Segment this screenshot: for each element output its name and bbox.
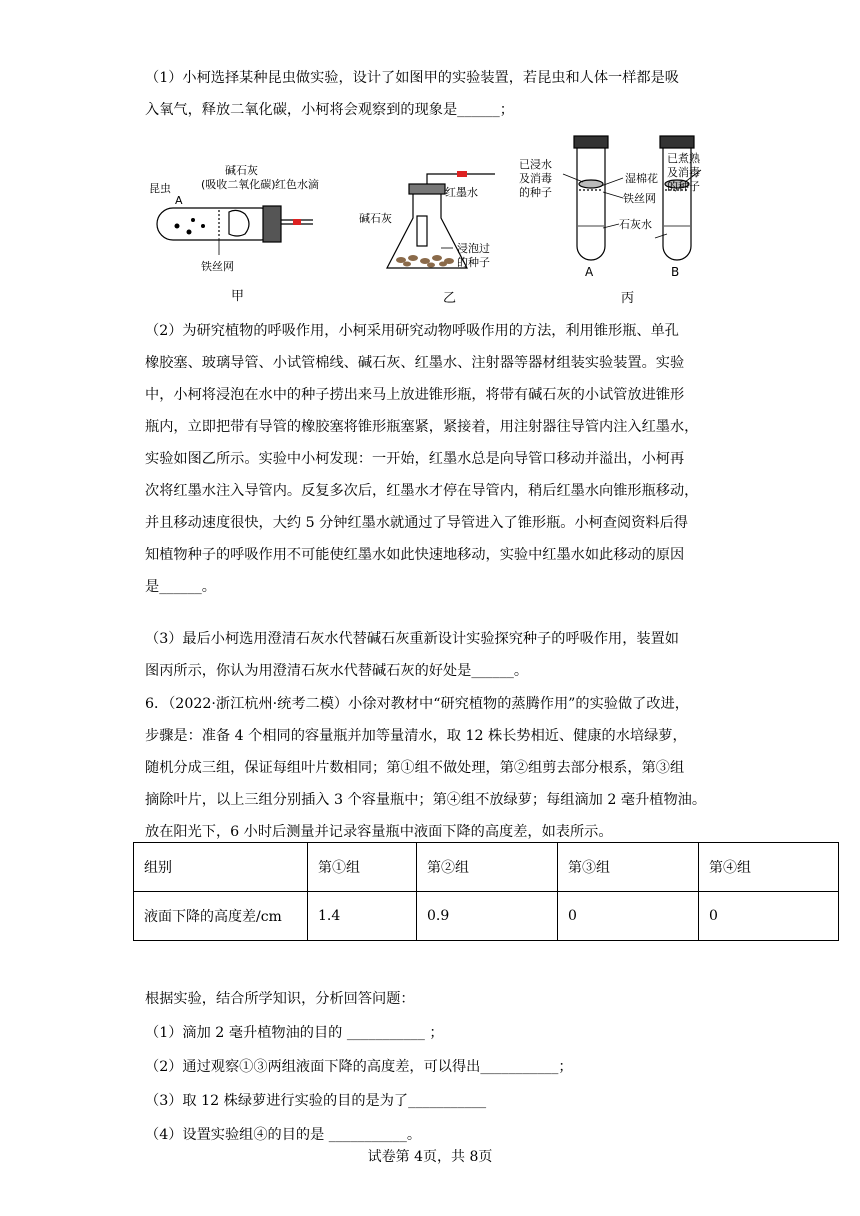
question-2-line: 知植物种子的呼吸作用不可能使红墨水如此快速地移动，实验中红墨水如此移动的原因 bbox=[145, 547, 685, 563]
question-1-line: （1）小柯选择某种昆虫做实验，设计了如图甲的实验装置，若昆虫和人体一样都是吸 bbox=[145, 70, 679, 86]
label-lime-water: 石灰水 bbox=[619, 218, 652, 231]
red-ink bbox=[457, 171, 467, 177]
label-soda-lime-note: (吸收二氧化碳) bbox=[201, 178, 276, 191]
insects bbox=[175, 218, 206, 235]
label-soaked-seed-1: 浸泡过 bbox=[457, 242, 490, 255]
results-table bbox=[133, 842, 839, 941]
question-6-line: 放在阳光下，6 小时后测量并记录容量瓶中液面下降的高度差，如表所示。 bbox=[145, 824, 613, 840]
label-soda-lime-yi: 碱石灰 bbox=[359, 212, 392, 225]
page-footer: 试卷第 4页，共 8页 bbox=[367, 1149, 493, 1165]
label-soda-lime-jia: 碱石灰 bbox=[225, 164, 258, 177]
sub-question-line: （3）取 12 株绿萝进行实验的目的是为了___________ bbox=[145, 1093, 487, 1109]
question-2-line: （2）为研究植物的呼吸作用，小柯采用研究动物呼吸作用的方法，利用锥形瓶、单孔 bbox=[145, 323, 679, 339]
question-2 bbox=[145, 315, 725, 603]
question-2-line: 是______。 bbox=[145, 579, 216, 595]
test-tube-a bbox=[577, 144, 605, 260]
sub-question-line: （1）滴加 2 毫升植物油的目的 ___________ ； bbox=[145, 1025, 444, 1041]
question-2-line: 橡胶塞、玻璃导管、小试管棉线、碱石灰、红墨水、注射器等器材组装实验装置。实验 bbox=[145, 355, 685, 371]
label-insect: 昆虫 bbox=[149, 182, 171, 195]
stopper-a bbox=[574, 136, 608, 148]
figure-jia bbox=[157, 206, 313, 255]
wet-cotton-a bbox=[579, 180, 603, 188]
table-cell: 1.4 bbox=[308, 892, 417, 941]
table-header-cell: 第④组 bbox=[699, 843, 839, 892]
table-cell: 0 bbox=[699, 892, 839, 941]
label-right-seed-2: 及消毒 bbox=[667, 166, 700, 179]
seeds bbox=[396, 255, 454, 268]
question-3-line: （3）最后小柯选用澄清石灰水代替碱石灰重新设计实验探究种子的呼吸作用，装置如 bbox=[145, 631, 679, 647]
table-cell: 0.9 bbox=[417, 892, 558, 941]
table-row-label: 液面下降的高度差/cm bbox=[134, 892, 308, 941]
question-2-line: 中，小柯将浸泡在水中的种子捞出来马上放进锥形瓶，将带有碱石灰的小试管放进锥形 bbox=[145, 387, 685, 403]
experiment-figures bbox=[145, 130, 705, 315]
table-header-cell: 组别 bbox=[134, 843, 308, 892]
question-1-line: 入氧气，释放二氧化碳，小柯将会观察到的现象是______； bbox=[145, 102, 514, 118]
label-tube-a: A bbox=[585, 265, 594, 279]
apparatus-diagrams bbox=[145, 130, 705, 315]
question-1 bbox=[145, 62, 725, 126]
question-3 bbox=[145, 623, 725, 687]
question-2-line: 实验如图乙所示。实验中小柯发现：一开始，红墨水总是向导管口移动并溢出，小柯再 bbox=[145, 451, 685, 467]
question-2-line: 次将红墨水注入导管内。反复多次后，红墨水才停在导管内，稍后红墨水向锥形瓶移动， bbox=[145, 483, 699, 499]
label-left-seed-1: 已浸水 bbox=[519, 158, 552, 171]
question-6-line: 摘除叶片，以上三组分别插入 3 个容量瓶中；第④组不放绿萝；每组滴加 2 毫升植物油。 bbox=[145, 792, 707, 808]
label-wet-cotton: 湿棉花 bbox=[625, 172, 658, 185]
label-tube-b: B bbox=[671, 265, 680, 279]
sub-questions bbox=[145, 982, 725, 1152]
caption-jia: 甲 bbox=[231, 289, 245, 304]
label-mesh-jia: 铁丝网 bbox=[201, 260, 234, 273]
table-cell: 0 bbox=[558, 892, 699, 941]
question-6-line: 6．（2022·浙江杭州·统考二模）小徐对教材中“研究植物的蒸腾作用”的实验做了改进， bbox=[145, 696, 689, 712]
small-tube bbox=[417, 216, 427, 246]
table-header-cell: 第①组 bbox=[308, 843, 417, 892]
label-left-seed-3: 的种子 bbox=[519, 186, 552, 199]
question-2-line: 瓶内，立即把带有导管的橡胶塞将锥形瓶塞紧，紧接着，用注射器往导管内注入红墨水， bbox=[145, 419, 699, 435]
question-6-line: 随机分成三组，保证每组叶片数相同；第①组不做处理，第②组剪去部分根系，第③组 bbox=[145, 760, 685, 776]
question-3-line: 图丙所示，你认为用澄清石灰水代替碱石灰的好处是______。 bbox=[145, 663, 529, 679]
test-tube-jia bbox=[157, 208, 277, 240]
label-soaked-seed-2: 的种子 bbox=[457, 256, 490, 269]
rubber-stopper bbox=[263, 206, 281, 242]
table-header-cell: 第③组 bbox=[558, 843, 699, 892]
question-6 bbox=[145, 688, 725, 848]
sub-question-line: （4）设置实验组④的目的是 ___________。 bbox=[145, 1127, 422, 1143]
label-a-jia: A bbox=[175, 194, 183, 207]
flask-stopper bbox=[409, 184, 445, 194]
label-right-seed-3: 的种子 bbox=[667, 180, 700, 193]
label-left-seed-2: 及消毒 bbox=[519, 172, 552, 185]
label-right-seed-1: 已煮熟 bbox=[667, 152, 700, 165]
question-2-line: 并且移动速度很快，大约 5 分钟红墨水就通过了导管进入了锥形瓶。小柯查阅资料后得 bbox=[145, 515, 688, 531]
red-water-drop bbox=[293, 219, 301, 225]
sub-question-line: （2）通过观察①③两组液面下降的高度差，可以得出___________； bbox=[145, 1059, 573, 1075]
label-red-ink: 红墨水 bbox=[445, 186, 478, 199]
table-row bbox=[134, 892, 839, 941]
question-6-line: 步骤是：准备 4 个相同的容量瓶并加等量清水，取 12 株长势相近、健康的水培绿萝， bbox=[145, 728, 687, 744]
caption-yi: 乙 bbox=[443, 291, 457, 306]
label-mesh-bing: 铁丝网 bbox=[623, 192, 656, 205]
table-header-row bbox=[134, 843, 839, 892]
stopper-b bbox=[660, 136, 694, 148]
table-header-cell: 第②组 bbox=[417, 843, 558, 892]
sub-question-line: 根据实验，结合所学知识，分析回答问题： bbox=[145, 991, 415, 1007]
label-red-drop: 红色水滴 bbox=[275, 178, 319, 191]
caption-bing: 丙 bbox=[621, 291, 635, 306]
soda-lime-packet bbox=[229, 210, 249, 236]
